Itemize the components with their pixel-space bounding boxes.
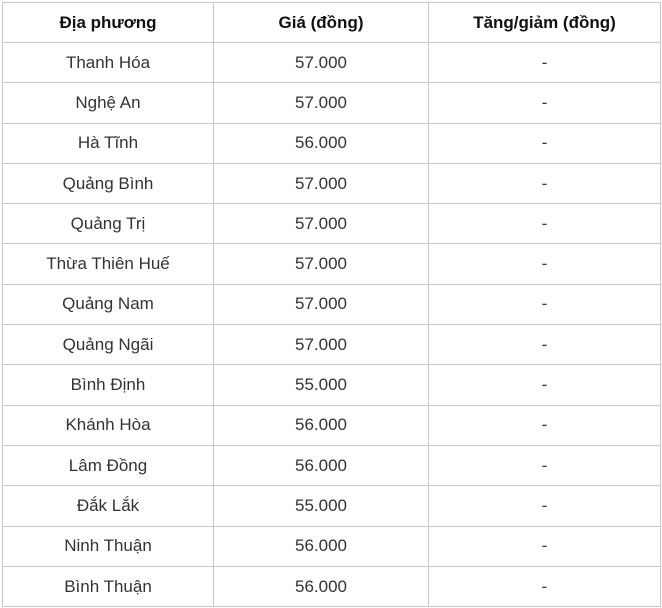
header-region: Địa phương: [3, 3, 214, 43]
change-cell: -: [429, 445, 661, 485]
price-cell: 56.000: [214, 566, 429, 606]
price-table: [2, 2, 661, 607]
change-cell: -: [429, 123, 661, 163]
header-price: Giá (đồng): [214, 3, 429, 43]
price-cell: 55.000: [214, 365, 429, 405]
table-row: [3, 405, 661, 445]
table-row: [3, 43, 661, 83]
region-cell: Thừa Thiên Huế: [3, 244, 214, 284]
change-cell: -: [429, 244, 661, 284]
price-cell: 55.000: [214, 486, 429, 526]
change-cell: -: [429, 163, 661, 203]
change-cell: -: [429, 365, 661, 405]
price-cell: 56.000: [214, 526, 429, 566]
table-row: [3, 204, 661, 244]
price-cell: 56.000: [214, 405, 429, 445]
change-cell: -: [429, 43, 661, 83]
region-cell: Quảng Bình: [3, 163, 214, 203]
price-cell: 57.000: [214, 204, 429, 244]
table-row: [3, 566, 661, 606]
price-cell: 57.000: [214, 83, 429, 123]
change-cell: -: [429, 405, 661, 445]
price-cell: 57.000: [214, 163, 429, 203]
region-cell: Đắk Lắk: [3, 486, 214, 526]
change-cell: -: [429, 83, 661, 123]
region-cell: Quảng Nam: [3, 284, 214, 324]
region-cell: Bình Định: [3, 365, 214, 405]
region-cell: Hà Tĩnh: [3, 123, 214, 163]
table-row: [3, 244, 661, 284]
change-cell: -: [429, 204, 661, 244]
price-cell: 57.000: [214, 284, 429, 324]
region-cell: Quảng Trị: [3, 204, 214, 244]
price-cell: 57.000: [214, 43, 429, 83]
change-cell: -: [429, 325, 661, 365]
header-change: Tăng/giảm (đồng): [429, 3, 661, 43]
change-cell: -: [429, 566, 661, 606]
price-cell: 56.000: [214, 123, 429, 163]
price-cell: 57.000: [214, 244, 429, 284]
table-row: [3, 284, 661, 324]
header-row: [3, 3, 661, 43]
region-cell: Lâm Đồng: [3, 445, 214, 485]
change-cell: -: [429, 284, 661, 324]
region-cell: Nghệ An: [3, 83, 214, 123]
price-cell: 56.000: [214, 445, 429, 485]
table-row: [3, 526, 661, 566]
change-cell: -: [429, 526, 661, 566]
table-row: [3, 123, 661, 163]
table-header: [3, 3, 661, 43]
region-cell: Khánh Hòa: [3, 405, 214, 445]
region-cell: Ninh Thuận: [3, 526, 214, 566]
region-cell: Bình Thuận: [3, 566, 214, 606]
table-row: [3, 163, 661, 203]
region-cell: Thanh Hóa: [3, 43, 214, 83]
table-body: [3, 43, 661, 607]
change-cell: -: [429, 486, 661, 526]
region-cell: Quảng Ngãi: [3, 325, 214, 365]
table-row: [3, 83, 661, 123]
price-cell: 57.000: [214, 325, 429, 365]
table-row: [3, 325, 661, 365]
table-row: [3, 365, 661, 405]
table-row: [3, 486, 661, 526]
table-row: [3, 445, 661, 485]
